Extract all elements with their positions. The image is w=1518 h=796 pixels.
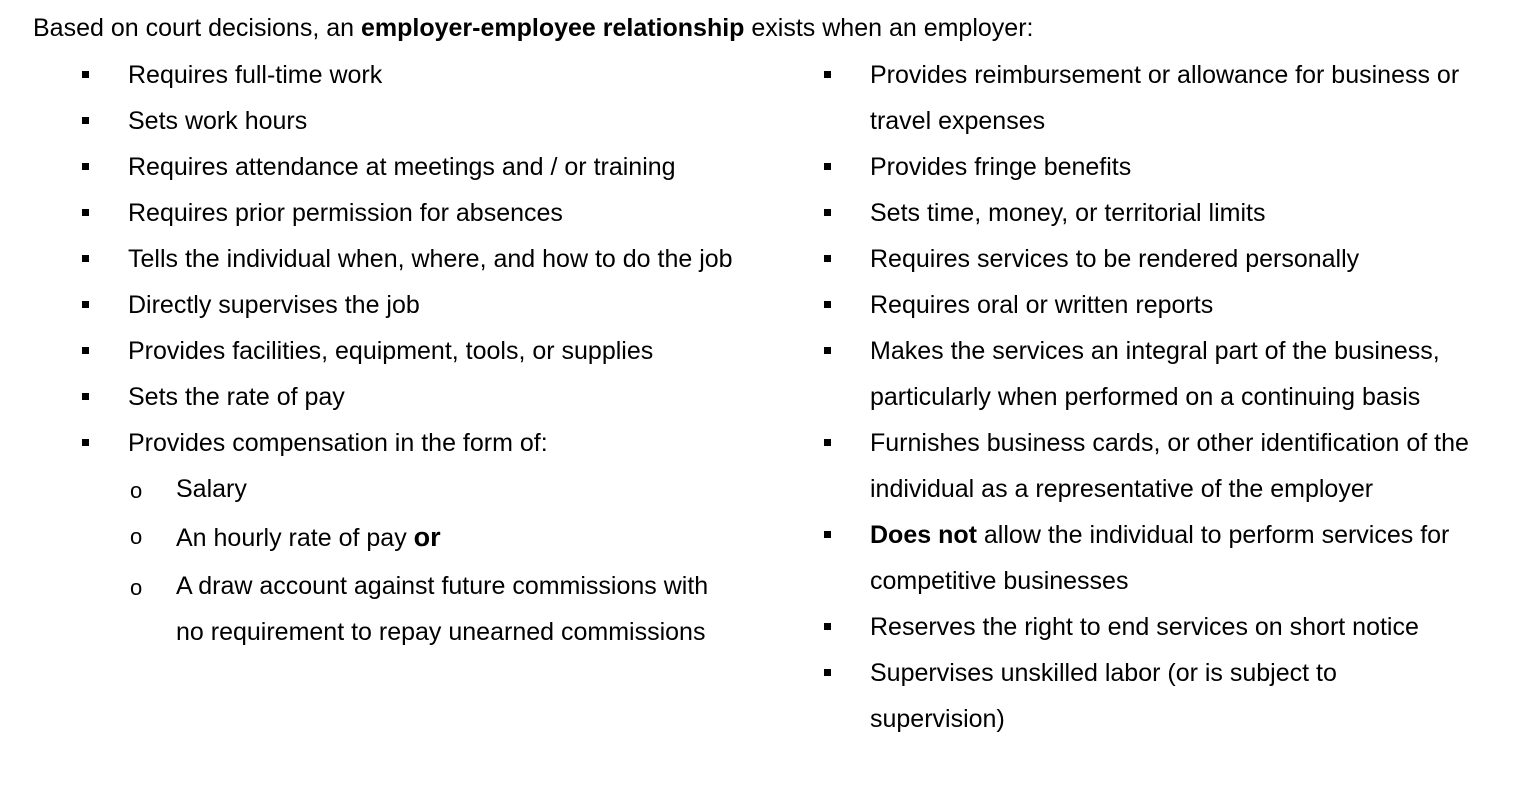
left-criteria-list [80,52,770,655]
intro-sentence [33,12,1033,44]
list-item-text: Provides compensation in the form of: [128,429,548,457]
sub-list-item-text: Salary [176,475,247,503]
list-item [822,52,1490,144]
or-emphasis: or [413,522,441,552]
square-bullet-icon [824,623,831,630]
list-item-text: Requires attendance at meetings and / or training [128,153,676,181]
square-bullet-icon [824,669,831,676]
circle-bullet-icon: o [130,478,143,503]
square-bullet-icon [82,393,89,400]
list-item [80,190,770,236]
list-item-text: Provides fringe benefits [870,153,1132,181]
square-bullet-icon [824,163,831,170]
list-item-text: Reserves the right to end services on short notice [870,613,1419,641]
list-item-text: Requires services to be rendered personally [870,245,1360,273]
intro-text-end: exists when an employer: [744,14,1034,42]
circle-bullet-icon: o [130,524,143,549]
list-item-text: Requires full-time work [128,61,383,89]
list-item [822,282,1512,328]
list-item-text: Tells the individual when, where, and how to do the job [128,245,733,273]
square-bullet-icon [82,71,89,78]
circle-bullet-icon: o [130,575,143,600]
list-item [80,144,770,190]
square-bullet-icon [82,255,89,262]
list-item [822,328,1440,420]
list-item [80,98,770,144]
square-bullet-icon [82,117,89,124]
list-item-text: Requires prior permission for absences [128,199,563,227]
list-item [822,512,1500,604]
list-item [80,52,770,98]
list-item [822,236,1512,282]
list-item-text: Sets time, money, or territorial limits [870,199,1266,227]
list-item [80,374,770,420]
square-bullet-icon [82,209,89,216]
list-item-text: Furnishes business cards, or other identification of the individual as a representative of the employer [870,429,1469,503]
list-item [822,190,1512,236]
square-bullet-icon [824,347,831,354]
list-item-text: Provides facilities, equipment, tools, or supplies [128,337,654,365]
list-item [822,144,1512,190]
list-item-text: Sets the rate of pay [128,383,345,411]
list-item [80,282,770,328]
list-item [822,420,1510,512]
right-criteria-list [822,52,1512,742]
list-item-text: allow the individual to perform services for competitive businesses [870,521,1450,595]
square-bullet-icon [82,163,89,170]
square-bullet-icon [824,439,831,446]
list-item [80,420,770,466]
square-bullet-icon [82,439,89,446]
sub-list-item [80,466,770,512]
list-item [822,604,1512,650]
sub-list-item-text: An hourly rate of pay [176,524,414,552]
square-bullet-icon [824,255,831,262]
list-item [80,328,770,374]
square-bullet-icon [82,347,89,354]
sub-list-item [80,563,736,655]
list-item [80,236,738,282]
list-item-text: Requires oral or written reports [870,291,1214,319]
square-bullet-icon [824,71,831,78]
intro-bold-term: employer-employee relationship [360,14,745,42]
list-item-text: Supervises unskilled labor (or is subject to supervision) [870,659,1337,733]
list-item-text: Directly supervises the job [128,291,420,319]
intro-text-start: Based on court decisions, an [33,14,361,42]
list-item-text: Makes the services an integral part of the business, particularly when performed on a continuing basis [870,337,1440,411]
does-not-emphasis: Does not [870,521,977,549]
compensation-sublist [80,466,770,655]
square-bullet-icon [824,301,831,308]
square-bullet-icon [82,301,89,308]
list-item-text: Sets work hours [128,107,308,135]
sub-list-item-text: A draw account against future commissions with no requirement to repay unearned commissions [176,572,709,646]
compensation-sublist-container [80,466,770,655]
list-item-text: Provides reimbursement or allowance for business or travel expenses [870,61,1460,135]
square-bullet-icon [824,531,831,538]
sub-list-item [80,512,770,563]
list-item [822,650,1430,742]
square-bullet-icon [824,209,831,216]
